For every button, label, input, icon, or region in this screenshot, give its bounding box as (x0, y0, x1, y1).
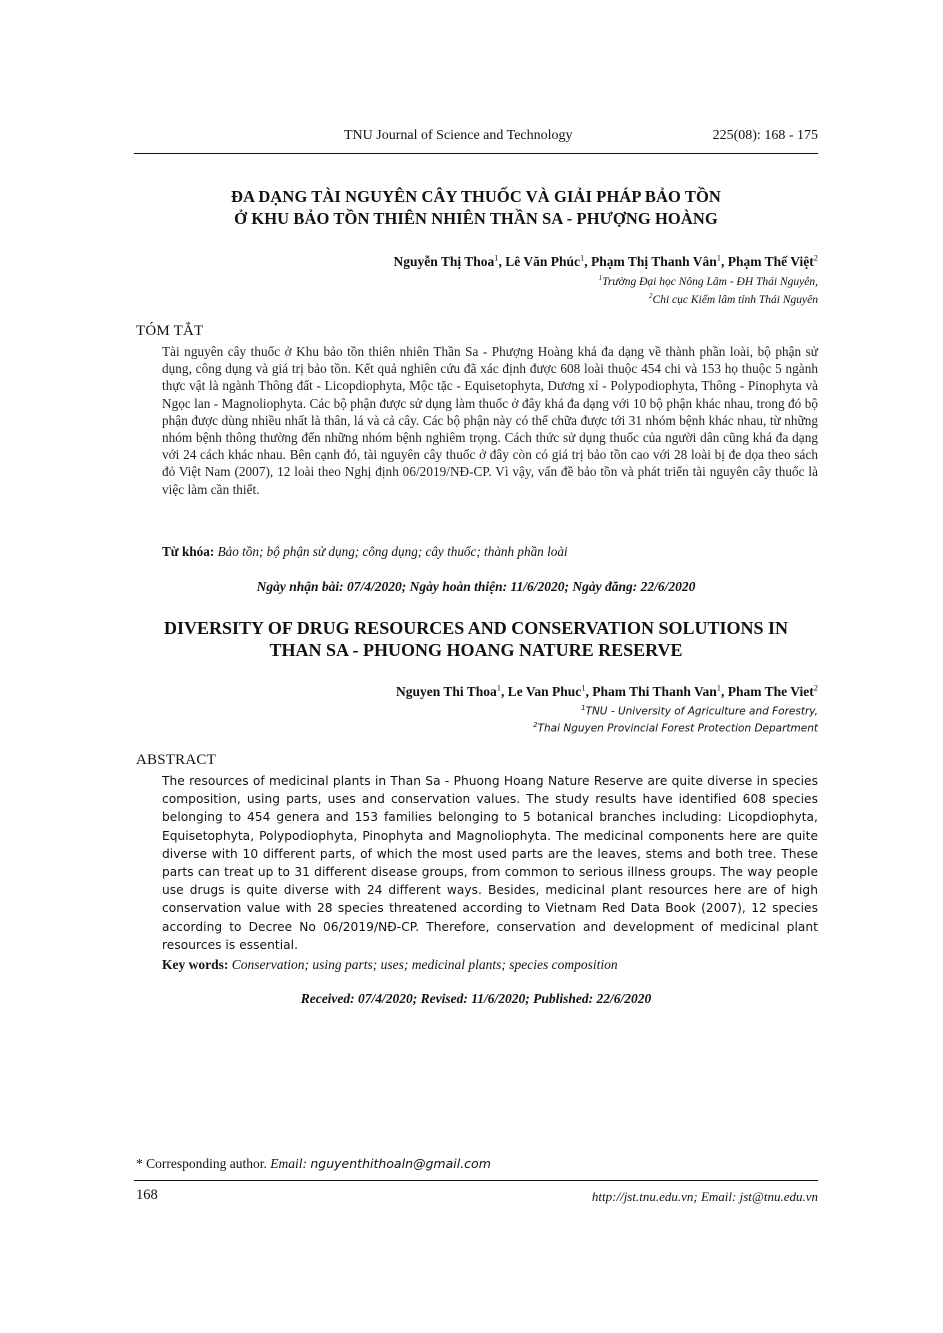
en-author-list (396, 682, 818, 700)
en-author: Le Van Phuc$^1$, (507, 682, 593, 699)
vn-affiliation-1: $^1$Trường Đại học Nông Lâm - ĐH Thái Nguyên, (598, 274, 818, 288)
running-header (134, 128, 818, 150)
vn-author-list (393, 252, 818, 270)
en-keywords-label: Key words: (162, 957, 229, 972)
vn-abstract-heading: TÓM TẮT (136, 323, 204, 339)
en-title-line-1: DIVERSITY OF DRUG RESOURCES AND CONSERVATION SOLUTIONS IN (164, 618, 788, 638)
vn-dates: Ngày nhận bài: 07/4/2020; Ngày hoàn thiện: 11/6/2020; Ngày đăng: 22/6/2020 (256, 579, 696, 594)
vn-keywords (162, 544, 568, 560)
vn-author: Nguyễn Thị Thoa$^1$, (393, 252, 506, 269)
en-title-line-2: THAN SA - PHUONG HOANG NATURE RESERVE (269, 640, 683, 660)
header-divider (134, 153, 818, 154)
footer-links[interactable]: http://jst.tnu.edu.vn; Email: jst@tnu.edu.vn (591, 1189, 818, 1204)
page-number: 168 (136, 1187, 158, 1203)
vn-keywords-label: Từ khóa: (162, 544, 215, 559)
en-author: Nguyen Thi Thoa$^1$, (395, 682, 508, 699)
corresponding-email[interactable]: nguyenthithoaln@gmail.com (310, 1156, 491, 1171)
en-author: Pham Thi Thanh Van$^1$, (592, 682, 728, 699)
corresponding-author-footnote: * Corresponding author. Email: nguyenthithoaln@gmail.com (136, 1156, 491, 1171)
vn-abstract-body: Tài nguyên cây thuốc ở Khu bảo tồn thiên nhiên Thần Sa - Phượng Hoàng khá đa dạng về thành phần loài, bộ phận sử dụng, công dụng và giá trị bảo tồn. Kết quả nghiên cứu đã xác định được 608 loài thuộc 454 chi và 153 họ thuộc 5 ngành thực vật là ngành Thông đất - Licopdiophyta, Mộc tặc - Equisetophyta, Dương xỉ - Polypodiophyta, Thông - Pinophyta và Ngọc lan - Magnoliophyta. Các bộ phận được sử dụng làm thuốc ở đây khá đa dạng với 10 bộ phận khác nhau, trong đó bộ phận được dùng nhiều nhất là thân, lá và cả cây. Các bộ phận này có thể chữa được tới 31 nhóm bệnh khác nhau, từ những nhóm bệnh thông thường đến những nhóm bệnh nghiêm trọng. Cách thức sử dụng thuốc của người dân cũng khá đa dạng với 24 cách khác nhau. Bên cạnh đó, tài nguyên cây thuốc ở đây còn có giá trị bảo tồn cao với 28 loài bị đe dọa theo sách đỏ Việt Nam (2007), 12 loài theo Nghị định 06/2019/NĐ-CP. Vì vậy, vấn đề bảo tồn và phát triển tài nguyên cây thuốc là việc làm cần thiết. (162, 344, 818, 497)
en-keywords (162, 957, 618, 973)
en-author: Pham The Viet$^2$ (727, 682, 818, 699)
vn-title (134, 186, 818, 230)
vn-title-line-1: ĐA DẠNG TÀI NGUYÊN CÂY THUỐC VÀ GIẢI PHÁP BẢO TỒN (231, 187, 721, 206)
en-title (134, 617, 818, 661)
en-dates: Received: 07/4/2020; Revised: 11/6/2020; Published: 22/6/2020 (300, 991, 652, 1006)
footer-divider (134, 1180, 818, 1181)
vn-author: Phạm Thế Việt$^2$ (727, 252, 818, 269)
vn-title-line-2: Ở KHU BẢO TỒN THIÊN NHIÊN THẦN SA - PHƯỢNG HOÀNG (234, 209, 718, 228)
journal-name: TNU Journal of Science and Technology (344, 128, 573, 143)
en-abstract-body: The resources of medicinal plants in Than Sa - Phuong Hoang Nature Reserve are quite diverse in species composition, using parts, uses and conservation values. The study results have identified 608 species belonging to 454 genera and 153 families belonging to 5 botanical branches including: Licopdiophyta, Equisetophyta, Polypodiophyta, Pinophyta and Magnoliophyta. The medicinal components here are quite diverse with 10 different parts, of which the most used parts are the leaves, stems and both tree. These parts can treat up to 31 different disease groups, from common to serious illness groups. The way people use drugs is quite diverse with 24 different ways. Besides, medicinal plant resources here are of high conservation value with 28 species threatened according to Vietnam Red Data Book (2007), 12 species according to Decree No 06/2019/NĐ-CP. Therefore, conservation and development of medicinal plant resources is essential. (162, 774, 818, 952)
en-affiliation-2: $^2$Thai Nguyen Provincial Forest Protection Department (533, 721, 818, 735)
en-affiliation-1: $^1$TNU - University of Agriculture and Forestry, (581, 704, 818, 718)
vn-affiliation-2: $^2$Chi cục Kiểm lâm tỉnh Thái Nguyên (649, 292, 818, 306)
issue-pages: 225(08): 168 - 175 (712, 128, 818, 143)
vn-keywords-text: Bảo tồn; bộ phận sử dụng; công dụng; cây thuốc; thành phần loài (217, 544, 568, 559)
vn-author: Phạm Thị Thanh Vân$^1$, (591, 252, 728, 269)
en-keywords-text: Conservation; using parts; uses; medicinal plants; species composition (231, 957, 618, 972)
en-abstract-heading: ABSTRACT (136, 752, 216, 768)
vn-author: Lê Văn Phúc$^1$, (505, 252, 592, 269)
